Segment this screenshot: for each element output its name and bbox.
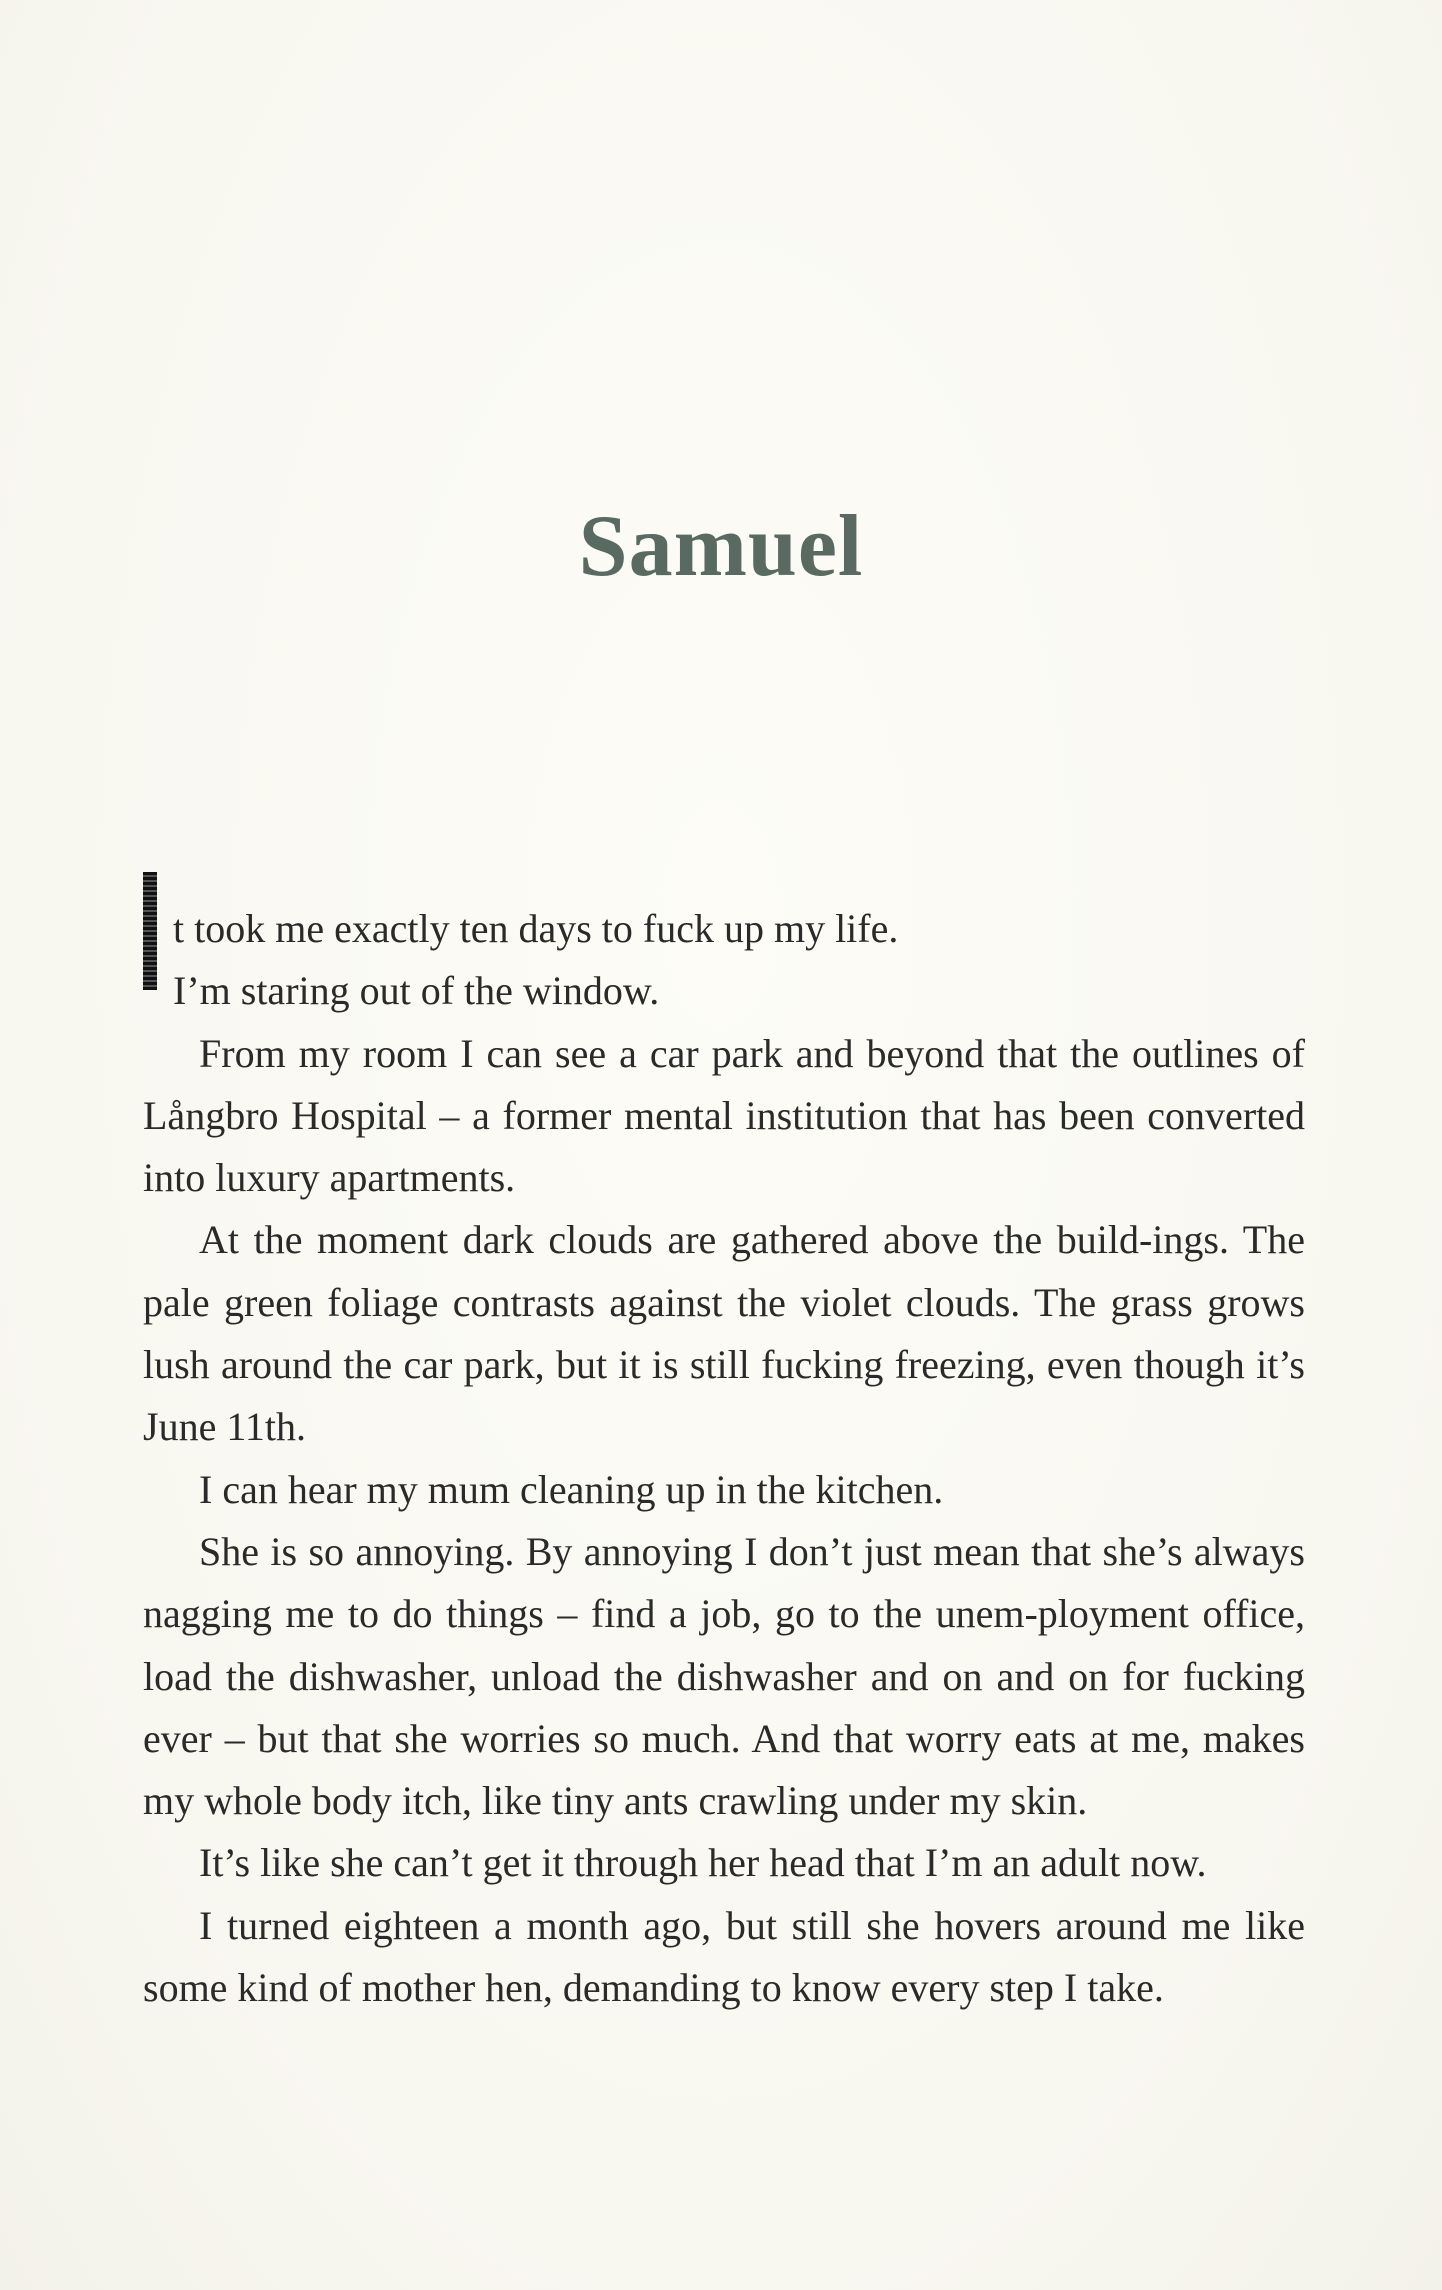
chapter-body [143,898,1305,2019]
paragraph-2: At the moment dark clouds are gathered above the build-ings. The pale green foliage contrasts against the violet clouds. The grass grows lush around the car park, but it is still fucking freezing, even though it’s June 11th. [143,1217,1305,1450]
paragraph-1: From my room I can see a car park and beyond that the outlines of Långbro Hospital – a former mental institution that has been converted into luxury apartments. [143,1030,1305,1201]
drop-cap [143,872,157,990]
opening-line-1: t took me exactly ten days to fuck up my life. [173,906,899,951]
chapter-title: Samuel [578,497,864,595]
paragraph-5: It’s like she can’t get it through her head that I’m an adult now. [199,1840,1207,1886]
paragraph-4: She is so annoying. By annoying I don’t just mean that she’s always nagging me to do things – find a job, go to the unem-ployment office, load the dishwasher, unload the dishwasher and on and on for fucking ever – but that she worries so much. And that worry eats at me, makes my whole body itch, like tiny ants crawling under my skin. [143,1528,1305,1824]
paragraph-6: I turned eighteen a month ago, but still she hovers around me like some kind of mother hen, demanding to know every step I take. [143,1902,1305,2011]
opening-lines [173,898,1305,1023]
opening-block [143,898,1305,1023]
paragraph-3: I can hear my mum cleaning up in the kitchen. [199,1466,944,1512]
opening-line-2: I’m staring out of the window. [173,968,660,1014]
